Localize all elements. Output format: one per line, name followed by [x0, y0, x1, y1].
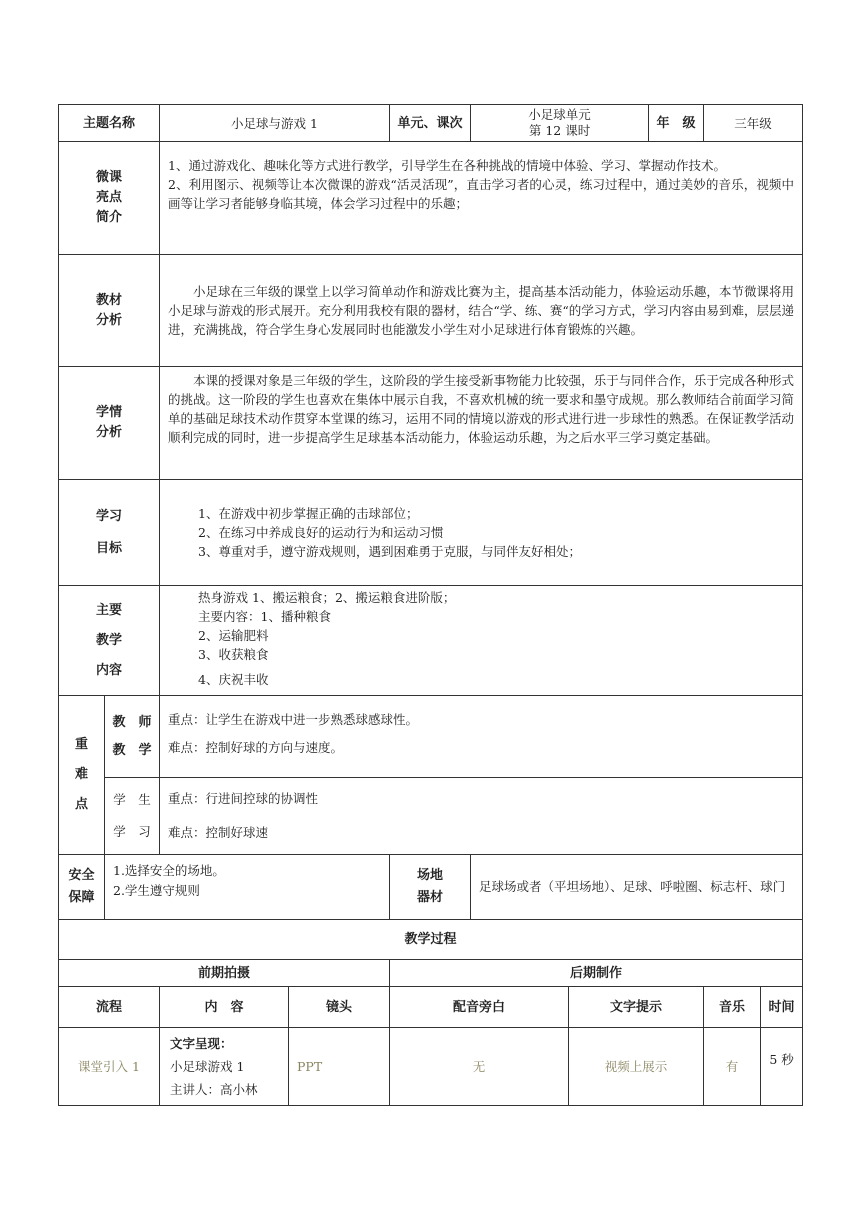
header-row — [59, 105, 803, 142]
goals-label: 学习 目标 — [59, 480, 160, 586]
row-content — [160, 1028, 289, 1106]
student-key-point: 重点：行进间控球的协调性 — [168, 791, 319, 806]
difficulty-label: 重 难 点 — [59, 696, 105, 855]
grade-label: 年 级 — [649, 105, 704, 142]
content-item: 2、运输肥料 — [198, 628, 269, 643]
goal-item: 2、在练习中养成良好的运动行为和运动习惯 — [198, 525, 444, 540]
col-voice: 配音旁白 — [390, 987, 569, 1028]
pre-production-label: 前期拍摄 — [59, 960, 390, 987]
goals-row — [59, 480, 803, 586]
goal-item: 3、尊重对手，遵守游戏规则，遇到困难勇于克服，与同伴友好相处； — [198, 544, 581, 559]
row-shot: PPT — [289, 1028, 390, 1106]
safety-row — [59, 855, 803, 920]
col-tip: 文字提示 — [569, 987, 704, 1028]
col-time: 时间 — [761, 987, 803, 1028]
topic-value: 小足球与游戏 1 — [160, 105, 390, 142]
lesson-plan-table — [58, 104, 803, 1106]
process-columns-row — [59, 987, 803, 1028]
goals-list — [160, 480, 803, 586]
highlight-line: 2、利用图示、视频等让本次微课的游戏“活灵活现”，直击学习者的心灵，练习过程中，通过美妙的音乐，视频中画等让学习者能够身临其境，体会学习过程中的乐趣； — [168, 177, 795, 211]
materials-text: 小足球在三年级的课堂上以学习简单动作和游戏比赛为主，提高基本活动能力，体验运动乐趣，本节微课将用小足球与游戏的形式展开。充分利用我校有限的器材，结合“学、练、赛“的学习方式，学习内容由易到难，层层递进，充满挑战，符合学生身心发展同时也能激发小学生对小足球进行体育锻炼的兴趣。 — [160, 255, 803, 367]
students-row — [59, 367, 803, 480]
materials-label: 教材 分析 — [59, 255, 160, 367]
safety-label: 安全 保障 — [59, 855, 105, 920]
row-content-line: 小足球游戏 1 — [170, 1059, 245, 1074]
content-list — [160, 586, 803, 696]
col-shot: 镜头 — [289, 987, 390, 1028]
safety-item: 1.选择安全的场地。 — [113, 863, 225, 878]
row-voice: 无 — [390, 1028, 569, 1106]
topic-label: 主题名称 — [59, 105, 160, 142]
row-music: 有 — [704, 1028, 761, 1106]
highlights-label: 微课 亮点 简介 — [59, 142, 160, 255]
col-content: 内 容 — [160, 987, 289, 1028]
col-flow: 流程 — [59, 987, 160, 1028]
row-content-line: 主讲人：高小林 — [170, 1082, 258, 1097]
highlight-line: 1、通过游戏化、趣味化等方式进行教学，引导学生在各种挑战的情境中体验、学习、掌握动作技术。 — [168, 158, 726, 173]
student-label: 学 生 学 习 — [105, 778, 160, 855]
process-title: 教学过程 — [59, 920, 803, 960]
venue-label: 场地 器材 — [390, 855, 471, 920]
process-phase-row — [59, 960, 803, 987]
goal-item: 1、在游戏中初步掌握正确的击球部位； — [198, 506, 419, 521]
safety-item: 2.学生遵守规则 — [113, 883, 200, 898]
post-production-label: 后期制作 — [390, 960, 803, 987]
col-music: 音乐 — [704, 987, 761, 1028]
content-row — [59, 586, 803, 696]
students-label: 学情 分析 — [59, 367, 160, 480]
highlights-text — [160, 142, 803, 255]
teacher-key-point: 重点：让学生在游戏中进一步熟悉球感球性。 — [168, 712, 419, 727]
content-item: 3、收获粮食 — [198, 647, 269, 662]
content-item: 主要内容：1、播种粮食 — [198, 609, 331, 624]
safety-list — [105, 855, 390, 920]
row-time: 5 秒 — [761, 1028, 803, 1106]
table-row — [59, 1028, 803, 1106]
content-item: 4、庆祝丰收 — [198, 672, 269, 687]
teacher-points — [160, 696, 803, 778]
highlights-row — [59, 142, 803, 255]
materials-row — [59, 255, 803, 367]
grade-value: 三年级 — [704, 105, 803, 142]
venue-text: 足球场或者（平坦场地）、足球、呼啦圈、标志杆、球门 — [471, 855, 803, 920]
process-title-row — [59, 920, 803, 960]
row-content-title: 文字呈现： — [170, 1036, 233, 1051]
difficulty-student-row — [59, 778, 803, 855]
unit-value: 小足球单元 第 12 课时 — [471, 105, 649, 142]
student-hard-point: 难点：控制好球速 — [168, 825, 269, 840]
row-flow: 课堂引入 1 — [59, 1028, 160, 1106]
unit-label: 单元、课次 — [390, 105, 471, 142]
lesson-plan-page — [58, 104, 802, 1106]
content-label: 主要 教学 内容 — [59, 586, 160, 696]
students-text: 本课的授课对象是三年级的学生，这阶段的学生接受新事物能力比较强，乐于与同伴合作，乐于完成各种形式的挑战。这一阶段的学生也喜欢在集体中展示自我，不喜欢机械的统一要求和墨守成规。那么教师结合前面学习简单的基础足球技术动作贯穿本堂课的练习，运用不同的情境以游戏的形式进行进一步球性的熟悉。在保证教学活动顺利完成的同时，进一步提高学生足球基本活动能力，体验运动乐趣，为之后水平三学习奠定基础。 — [160, 367, 803, 480]
teacher-label: 教 师 教 学 — [105, 696, 160, 778]
difficulty-teacher-row — [59, 696, 803, 778]
teacher-hard-point: 难点：控制好球的方向与速度。 — [168, 740, 344, 755]
row-tip: 视频上展示 — [569, 1028, 704, 1106]
student-points — [160, 778, 803, 855]
content-item: 热身游戏 1、搬运粮食；2、搬运粮食进阶版； — [198, 590, 456, 605]
